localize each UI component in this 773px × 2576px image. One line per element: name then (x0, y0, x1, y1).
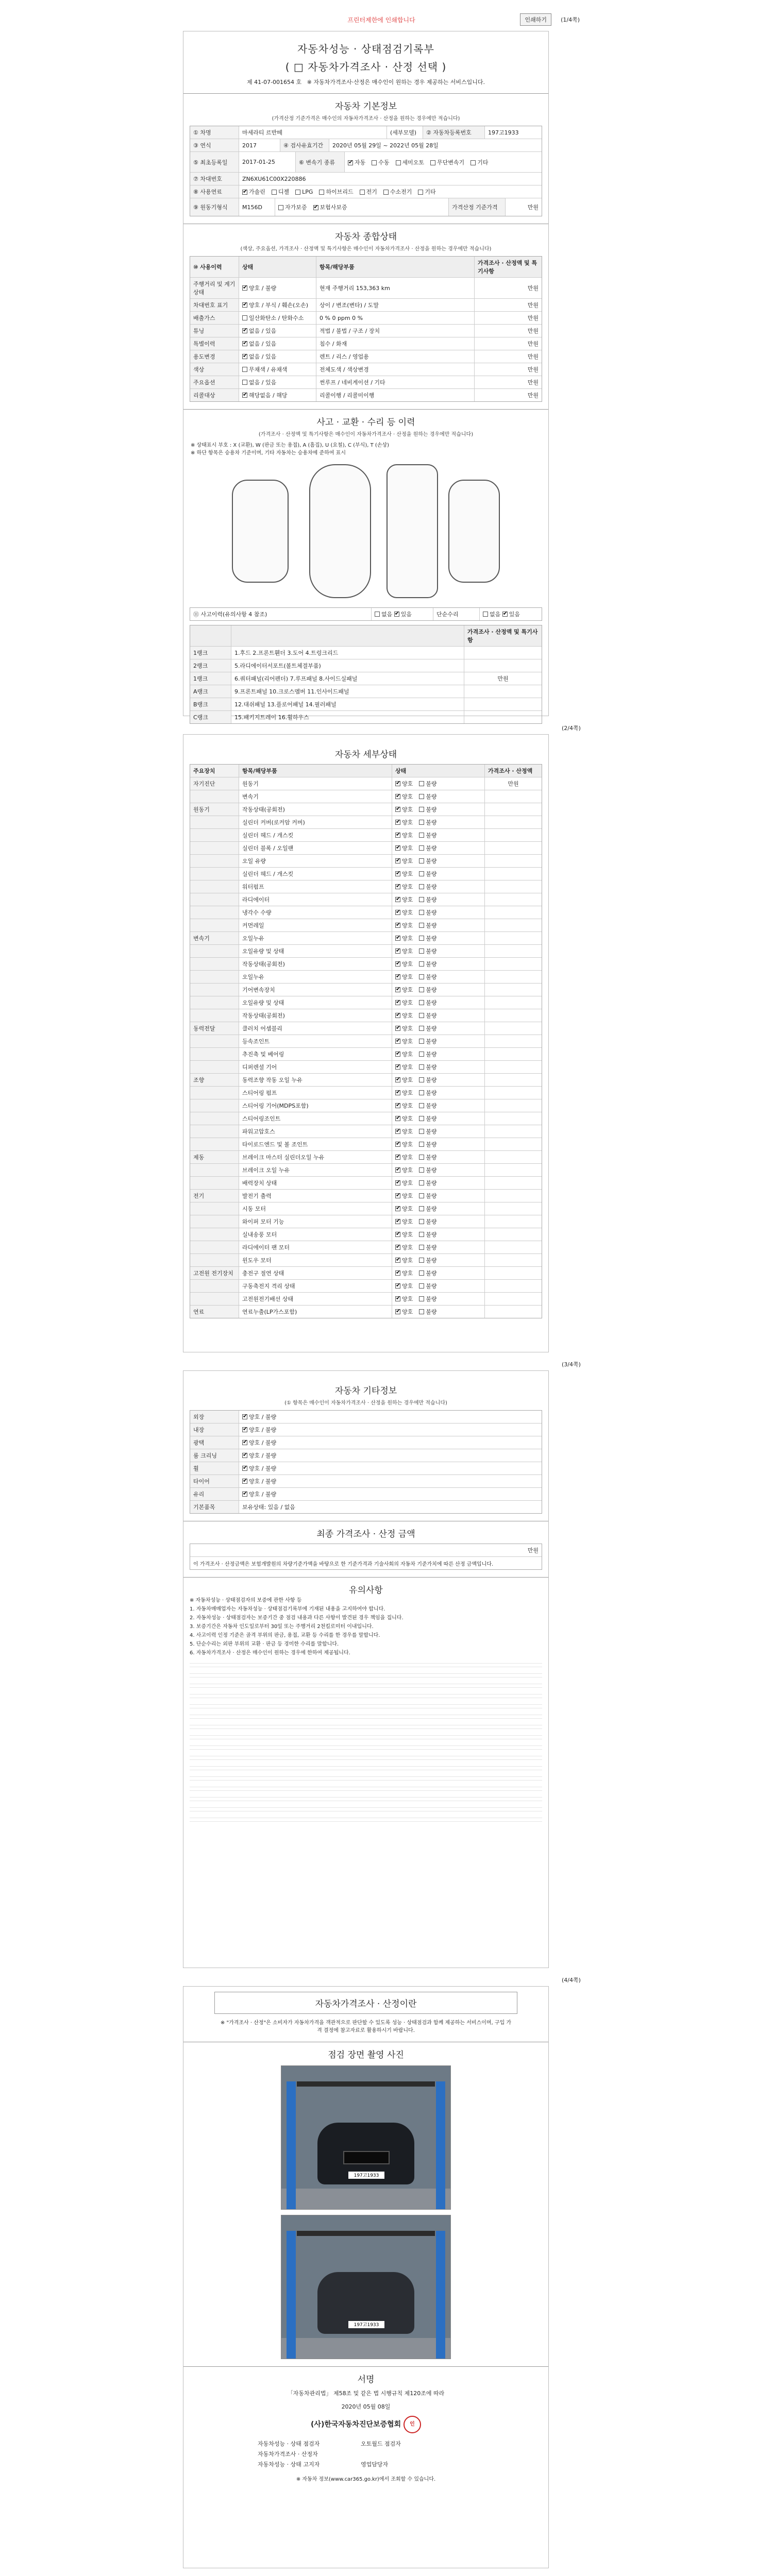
checkbox-icon (395, 1103, 400, 1108)
detail-item: 워터펌프 (239, 880, 392, 893)
car-side-right-icon (448, 480, 500, 583)
checkbox-icon (348, 160, 353, 165)
detail-row: 시동 모터 ✔ 양호 불량 (190, 1202, 542, 1215)
detail-item: 타이로드엔드 및 볼 조인트 (239, 1138, 392, 1150)
basic-info-title: 자동차 기본정보 (183, 93, 548, 112)
detail-group-label: 연료 (190, 1306, 239, 1318)
checkbox-icon (419, 1000, 424, 1005)
detail-row: 고전원전기배선 상태 ✔ 양호 불량 (190, 1293, 542, 1306)
detail-item: 스티어링 펌프 (239, 1087, 392, 1099)
final-price-title: 최종 가격조사 · 산정 금액 (183, 1521, 548, 1539)
detail-status-title: 자동차 세부상태 (334, 750, 397, 760)
checkbox-icon (419, 1026, 424, 1031)
checkbox-icon (395, 923, 400, 928)
page-4 (183, 1986, 549, 2568)
detail-row: 라디에이터 팬 모터 ✔ 양호 불량 (190, 1241, 542, 1254)
detail-row: 커먼레일 ✔ 양호 불량 (190, 919, 542, 932)
detail-row: 동력전달 클러치 어셈블리 ✔ 양호 불량 (190, 1022, 542, 1035)
sign-date: 2020년 05월 08일 (341, 2403, 391, 2410)
checkbox-icon (395, 1296, 400, 1301)
detail-item: 구동축전지 격리 상태 (239, 1280, 392, 1292)
detail-row: 등속조인트 ✔ 양호 불량 (190, 1035, 542, 1048)
stamp-icon: 인 (404, 2416, 421, 2433)
checkbox-icon (419, 1309, 424, 1314)
checkbox-icon (419, 910, 424, 915)
detail-row: 워터펌프 ✔ 양호 불량 (190, 880, 542, 893)
detail-item: 변속기 (239, 790, 392, 803)
detail-row: 라디에이터 ✔ 양호 불량 (190, 893, 542, 906)
checkbox-icon (419, 1039, 424, 1044)
checkbox-icon (395, 1090, 400, 1095)
detail-item: 실린더 헤드 / 개스킷 (239, 829, 392, 841)
checkbox-icon (242, 285, 247, 291)
checkbox-icon (395, 1026, 400, 1031)
detail-row: 작동상태(공회전) ✔ 양호 불량 (190, 958, 542, 971)
detail-item: 오일유량 및 상태 (239, 996, 392, 1009)
page-1 (183, 31, 549, 721)
detail-item: 실린더 블록 / 오일팬 (239, 842, 392, 854)
checkbox-icon (242, 190, 247, 195)
checkbox-icon (242, 393, 247, 398)
page-number: (1/4쪽) (561, 16, 580, 23)
checkbox-icon (419, 1193, 424, 1198)
checkbox-icon (395, 845, 400, 851)
detail-row: 실린더 블록 / 오일팬 ✔ 양호 불량 (190, 842, 542, 855)
final-price-unit: 만원 (527, 1547, 539, 1554)
service-title: 자동차가격조사 · 산정이란 (214, 1992, 517, 2014)
checkbox-icon (395, 858, 400, 863)
other-info-note: (① 항목은 매수인이 자동차가격조사 · 산정을 원하는 경우에만 적습니다) (284, 1400, 447, 1406)
footer-note: ※ 자동차 정보(www.car365.go.kr)에서 조회할 수 있습니다. (296, 2477, 436, 2482)
caution-text: ※ 자동차성능 · 상태점검자의 보증에 관한 사항 등 1. 자동차매매업자는 자동차성능 · 상태점검기록부에 기재된 내용을 고지하여야 합니다. 2. 자동차성능 · 상태점검자는 보증기간 중 점검 내용과 다른 사항이 발견된 경우 책임을 집니다. 3. 보증기간은 자동차 인도일로부터 30일 또는 주행거리 2천킬로미터 이내입니다. 4. 사고이력 인정 기준은 골격 부위의 판금, 용접, 교환 등 수리를 한 경우를 말합니다. 5. 단순수리는 외판 부위의 교환 · 판금 등 경미한 수리를 말합니다. 6. 자동차가격조사 · 산정은 매수인이 원하는 경우에 한하여 제공됩니다. (190, 1598, 404, 1656)
checkbox-icon (395, 1245, 400, 1250)
frame-table: 가격조사 · 산정액 및 특기사항 1랭크 1.후드 2.프론트휀더 3.도어 4.트렁크리드 2랭크 5.라디에이터서포트(볼트체결부품) 1랭크 6.쿼터패널(리어펜더) 7.루프패널 8.사이드실패널 만원 A랭크 9.프론트패널 10.크로스멤버 11.인사이드패널 B랭크 12.대쉬패널 13.플로어패널 14.필러패널 C랭크 15.패키지트레이 16.휠하우스 (190, 625, 542, 724)
checkbox-icon (396, 160, 401, 165)
detail-group-label: 자기진단 (190, 777, 239, 790)
detail-item: 스티어링 기어(MDPS포함) (239, 1099, 392, 1112)
engine-type: M156D (239, 198, 275, 216)
checkbox-icon (395, 1064, 400, 1070)
checkbox-icon (395, 884, 400, 889)
checkbox-icon (383, 190, 389, 195)
overall-status-table: ⑩ 사용이력 상태 항목/해당부품 가격조사 · 산정액 및 특기사항 주행거리 및 계기상태 ✔ 양호 / 불량 현재 주행거리 153,363 km 만원 차대번호 표기 ✔ 양호 / 부식 / 훼손(오손) 상이 / 변조(변타) / 도말 만원 배출가스 일산화탄소 / 탄화수소 0 % 0 ppm 0 % 만원 튜닝 ✔ 없음 / 있음 적법 / 불법 / 구조 / 장치 만원 특별이력 ✔ 없음 / 있음 침수 / 화재 만원 용도변경 ✔ 없음 / 있음 렌트 / 리스 / 영업용 만원 색상 무채색 / 유채색 전체도색 / 색상변경 만원 주요옵션 없음 / 있음 썬루프 / 네비게이션 / 기타 만원 리콜대상 ✔ 해당없음 / 해당 리콜이행 / 리콜미이행 만원 (190, 256, 542, 402)
report-subtitle: ( □ 자동차가격조사 · 산정 선택 ) (285, 61, 447, 73)
checkbox-icon (395, 807, 400, 812)
checkbox-icon (242, 1466, 247, 1471)
detail-item: 실내송풍 모터 (239, 1228, 392, 1241)
vin: ZN6XU61C00X220886 (242, 175, 306, 182)
detail-group-label: 동력전달 (190, 1022, 239, 1035)
detail-group-label: 고전원 전기장치 (190, 1267, 239, 1279)
detail-item: 동력조향 작동 오일 누유 (239, 1074, 392, 1086)
detail-row: 타이로드엔드 및 볼 조인트 ✔ 양호 불량 (190, 1138, 542, 1151)
car-top-icon (309, 464, 371, 598)
checkbox-icon (419, 1270, 424, 1276)
detail-row: 변속기 오일누유 ✔ 양호 불량 (190, 932, 542, 945)
detail-row: 실린더 헤드 / 개스킷 ✔ 양호 불량 (190, 868, 542, 880)
detail-row: 작동상태(공회전) ✔ 양호 불량 (190, 1009, 542, 1022)
checkbox-icon (242, 341, 247, 346)
checkbox-icon (419, 936, 424, 941)
detail-item: 작동상태(공회전) (239, 1009, 392, 1022)
checkbox-icon (242, 315, 247, 320)
checkbox-icon (502, 612, 508, 617)
checkbox-icon (242, 1440, 247, 1445)
reg-number: 197고1933 (488, 129, 519, 136)
detail-row: 오일유량 및 상태 ✔ 양호 불량 (190, 945, 542, 958)
checkbox-icon (313, 205, 318, 210)
detail-row: 스티어링 기어(MDPS포함) ✔ 양호 불량 (190, 1099, 542, 1112)
plate-rear: 197고1933 (348, 2321, 384, 2328)
detail-row: 원동기 작동상태(공회전) ✔ 양호 불량 (190, 803, 542, 816)
accident-history-note: (가격조사 · 산정액 및 특기사항은 매수인이 자동차가격조사 · 산정을 원하는 경우에만 적습니다) (258, 432, 474, 437)
checkbox-icon (419, 807, 424, 812)
detail-row: 실내송풍 모터 ✔ 양호 불량 (190, 1228, 542, 1241)
checkbox-icon (242, 367, 247, 372)
notice-text: ※ 자동차가격조사·산정은 매수인이 원하는 경우 제공하는 서비스입니다. (307, 79, 485, 86)
checkbox-icon (419, 884, 424, 889)
detail-item: 고전원전기배선 상태 (239, 1293, 392, 1305)
checkbox-icon (395, 1232, 400, 1237)
checkbox-icon (395, 1129, 400, 1134)
warranty-options: 자가보증 ✔ 보험사보증 (275, 198, 449, 216)
detail-item: 기어변속장치 (239, 984, 392, 996)
sign-title: 서명 (183, 2366, 548, 2385)
detail-item: 파워고압호스 (239, 1125, 392, 1138)
checkbox-icon (395, 1155, 400, 1160)
checkbox-icon (419, 1077, 424, 1082)
detail-group-label: 조향 (190, 1074, 239, 1086)
checkbox-icon (242, 1479, 247, 1484)
overall-status-title: 자동차 종합상태 (183, 224, 548, 242)
checkbox-icon (395, 948, 400, 954)
detail-item: 실린더 헤드 / 개스킷 (239, 868, 392, 880)
other-info-title: 자동차 기타정보 (334, 1386, 397, 1396)
checkbox-icon (419, 858, 424, 863)
service-text: ※ "가격조사 · 산정"은 소비자가 자동차가격을 객관적으로 판단할 수 있도록 성능 · 상태점검과 함께 제공하는 서비스이며, 구입 가격 결정에 참고자료로 활용하시기 바랍니다. (220, 2020, 512, 2033)
detail-row: 오일 유량 ✔ 양호 불량 (190, 855, 542, 868)
checkbox-icon (395, 871, 400, 876)
detail-item: 냉각수 수량 (239, 906, 392, 919)
page-2 (183, 734, 549, 1352)
page-3-number: (3/4쪽) (562, 1361, 581, 1368)
car-side-left-icon (232, 480, 289, 583)
detail-group-label: 원동기 (190, 803, 239, 816)
detail-item: 라디에이터 팬 모터 (239, 1241, 392, 1253)
detail-row: 배력장치 상태 ✔ 양호 불량 (190, 1177, 542, 1190)
checkbox-icon (360, 190, 365, 195)
detail-row: 스티어링조인트 ✔ 양호 불량 (190, 1112, 542, 1125)
checkbox-icon (394, 612, 399, 617)
checkbox-icon (395, 1180, 400, 1185)
detail-item: 오일누유 (239, 971, 392, 983)
checkbox-icon (395, 974, 400, 979)
checkbox-icon (419, 781, 424, 786)
detail-row: 와이퍼 모터 기능 ✔ 양호 불량 (190, 1215, 542, 1228)
checkbox-icon (242, 1453, 247, 1458)
checkbox-icon (419, 987, 424, 992)
signer-list: 자동차성능 · 상태 점검자 오토월드 점검자 자동차가격조사 · 산정자 자동차성능 · 상태 고지자 영업담당자 (258, 2441, 401, 2468)
checkbox-icon (395, 1000, 400, 1005)
detail-row: 디퍼렌셜 기어 ✔ 양호 불량 (190, 1061, 542, 1074)
checkbox-icon (242, 302, 247, 308)
detail-row: 변속기 ✔ 양호 불량 (190, 790, 542, 803)
checkbox-icon (395, 833, 400, 838)
checkbox-icon (395, 1052, 400, 1057)
promo-text: 프린터제한에 인쇄합니다 (347, 16, 415, 24)
checkbox-icon (372, 160, 377, 165)
checkbox-icon (395, 897, 400, 902)
checkbox-icon (419, 1103, 424, 1108)
checkbox-icon (419, 1180, 424, 1185)
checkbox-icon (395, 1077, 400, 1082)
detail-item: 작동상태(공회전) (239, 958, 392, 970)
page-2-number: (2/4쪽) (562, 725, 581, 732)
detail-item: 윈도우 모터 (239, 1254, 392, 1266)
checkbox-icon (278, 205, 283, 210)
checkbox-icon (242, 380, 247, 385)
accident-legend: ※ 상태표시 부호 : X (교환), W (판금 또는 용접), A (흠집), U (요철), C (부식), T (손상) ※ 하단 항목은 승용차 기준이며, 기타 자동차는 승용차에 준하여 표시 (191, 443, 390, 456)
checkbox-icon (419, 1090, 424, 1095)
detail-item: 커먼레일 (239, 919, 392, 931)
checkbox-icon (242, 354, 247, 359)
detail-status-table: 주요장치 항목/해당부품 상태 가격조사 · 산정액 자기진단 원동기 ✔ 양호 불량 만원 변속기 ✔ 양호 불량 원동기 작동상태(공회전) ✔ 양호 불량 실린더 커버(로커암 커버) ✔ 양호 불량 실린더 헤드 / 개스킷 ✔ 양호 불량 실린더 블록 / 오일팬 ✔ 양호 불량 오일 유량 ✔ 양호 불량 실린더 헤드 / 개스킷 ✔ 양호 불량 워터펌프 ✔ 양호 불량 라디에이터 ✔ 양호 불량 냉각수 수량 ✔ 양호 불량 커먼레일 ✔ 양호 불량 변속기 오일누유 ✔ 양호 불량 오일유량 및 상태 ✔ 양호 불량 작동상태(공회전) ✔ 양호 불량 오일누유 ✔ 양호 불량 기어변속장치 ✔ 양호 불량 오일유량 및 상태 ✔ 양호 불량 작동상태(공회전) ✔ 양호 불량 동력전달 클러치 어셈블리 ✔ 양호 불량 등속조인트 ✔ 양호 불량 추진축 및 베어링 ✔ 양호 불량 디퍼렌셜 기어 ✔ 양호 불량 조향 동력조향 작동 오일 누유 ✔ 양호 불량 스티어링 펌프 ✔ 양호 불량 스티어링 기어(MDPS포함) ✔ 양호 불량 스티어링조인트 ✔ 양호 불량 파워고압호스 ✔ 양호 불량 타이로드엔드 및 볼 조인트 ✔ 양호 불량 제동 브레이크 마스터 실린더오일 누유 ✔ 양호 불량 브레이크 오일 누유 ✔ 양호 불량 배력장치 상태 ✔ 양호 불량 전기 발전기 출력 ✔ 양호 불량 시동 모터 ✔ 양호 불량 와이퍼 모터 기능 ✔ 양호 불량 실내송풍 모터 ✔ 양호 불량 라디에이터 팬 모터 ✔ 양호 불량 윈도우 모터 ✔ 양호 불량 고전원 전기장치 충전구 절연 상태 ✔ 양호 불량 구동축전지 격리 상태 ✔ 양호 불량 고전원전기배선 상태 ✔ 양호 불량 연료 연료누출(LP가스포함) ✔ 양호 불량 (190, 764, 542, 1318)
checkbox-icon (395, 794, 400, 799)
checkbox-icon (419, 923, 424, 928)
plate-front: 197고1933 (348, 2172, 384, 2179)
print-button[interactable]: 인쇄하기 (520, 13, 551, 26)
detail-item: 라디에이터 (239, 893, 392, 906)
checkbox-icon (395, 820, 400, 825)
checkbox-icon (419, 1167, 424, 1173)
detail-row: 냉각수 수량 ✔ 양호 불량 (190, 906, 542, 919)
checkbox-icon (419, 1142, 424, 1147)
detail-item: 오일 유량 (239, 855, 392, 867)
detail-row: 전기 발전기 출력 ✔ 양호 불량 (190, 1190, 542, 1202)
checkbox-icon (395, 1142, 400, 1147)
detail-item: 클러치 어셈블리 (239, 1022, 392, 1035)
report-title: 자동차성능 · 상태점검기록부 (297, 43, 434, 55)
fuel-options: ✔ 가솔린 디젤 LPG 하이브리드 전기 수소전기 기타 (239, 185, 542, 198)
checkbox-icon (395, 1283, 400, 1289)
checkbox-icon (419, 974, 424, 979)
checkbox-icon (419, 1013, 424, 1018)
checkbox-icon (418, 190, 423, 195)
page-3 (183, 1370, 549, 1968)
transmission-options: ✔ 자동 수동 세미오토 무단변속기 기타 (345, 152, 542, 172)
detail-group-label: 전기 (190, 1190, 239, 1202)
checkbox-icon (483, 612, 488, 617)
checkbox-icon (470, 160, 476, 165)
detail-item: 등속조인트 (239, 1035, 392, 1047)
checkbox-icon (395, 1206, 400, 1211)
detail-item: 실린더 커버(로커암 커버) (239, 816, 392, 828)
checkbox-icon (395, 987, 400, 992)
checkbox-icon (395, 1116, 400, 1121)
checkbox-icon (419, 1283, 424, 1289)
checkbox-icon (419, 833, 424, 838)
checkbox-icon (419, 1206, 424, 1211)
doc-number-line: 제 41-07-001654 호 ※ 자동차가격조사·산정은 매수인이 원하는 경우 제공하는 서비스입니다. (246, 79, 485, 86)
detail-item: 디퍼렌셜 기어 (239, 1061, 392, 1073)
checkbox-icon (419, 1245, 424, 1250)
doc-number: 41-07-001654 (254, 79, 295, 86)
checkbox-icon (395, 1167, 400, 1173)
car-name: 마세라티 르반떼 (239, 126, 387, 139)
detail-row: 조향 동력조향 작동 오일 누유 ✔ 양호 불량 (190, 1074, 542, 1087)
checkbox-icon (395, 1219, 400, 1224)
checkbox-icon (419, 1296, 424, 1301)
detail-item: 추진축 및 베어링 (239, 1048, 392, 1060)
front-photo (281, 2065, 451, 2210)
checkbox-icon (419, 1129, 424, 1134)
detail-item: 스티어링조인트 (239, 1112, 392, 1125)
checkbox-icon (419, 820, 424, 825)
checkbox-icon (419, 794, 424, 799)
model-year: 2017 (239, 139, 280, 151)
checkbox-icon (395, 1309, 400, 1314)
detail-rows (190, 777, 542, 1318)
detail-item: 연료누출(LP가스포함) (239, 1306, 392, 1318)
checkbox-icon (419, 961, 424, 967)
top-bar (183, 10, 580, 31)
detail-item: 충전구 절연 상태 (239, 1267, 392, 1279)
photo-title: 점검 장면 촬영 사진 (183, 2042, 548, 2060)
checkbox-icon (419, 871, 424, 876)
detail-row: 브레이크 오일 누유 ✔ 양호 불량 (190, 1164, 542, 1177)
checkbox-icon (419, 1155, 424, 1160)
detail-row: 고전원 전기장치 충전구 절연 상태 ✔ 양호 불량 (190, 1267, 542, 1280)
checkbox-icon (419, 1064, 424, 1070)
detail-group-label: 변속기 (190, 932, 239, 944)
detail-row: 제동 브레이크 마스터 실린더오일 누유 ✔ 양호 불량 (190, 1151, 542, 1164)
vehicle-diagram (183, 459, 548, 603)
detail-item: 시동 모터 (239, 1202, 392, 1215)
detail-row: 추진축 및 베어링 ✔ 양호 불량 (190, 1048, 542, 1061)
signature-block: 「자동차관리법」 제58조 및 같은 법 시행규칙 제120조에 따라 2020년 05월 08일 (사)한국자동차진단보증협회 인 자동차성능 · 상태 점검자 오토월드 점검자 자동차가격조사 · 산정자 자동차성능 · 상태 고지자 영업담당자 ※ 자동차 정보(www.car365.go.kr)에서 조회할 수 있습니다. (183, 2389, 548, 2482)
detail-row: 실린더 헤드 / 개스킷 ✔ 양호 불량 (190, 829, 542, 842)
checkbox-icon (419, 1219, 424, 1224)
detail-item: 브레이크 오일 누유 (239, 1164, 392, 1176)
detail-item: 오일누유 (239, 932, 392, 944)
detail-row: 윈도우 모터 ✔ 양호 불량 (190, 1254, 542, 1267)
checkbox-icon (395, 781, 400, 786)
detail-row: 실린더 커버(로커암 커버) ✔ 양호 불량 (190, 816, 542, 829)
overall-status-note: (색상, 주요옵션, 가격조사 · 산정액 및 특기사항은 매수인이 자동차가격조사 · 산정을 원하는 경우에만 적습니다) (240, 246, 492, 252)
accident-summary: ⑪ 사고이력(유의사항 4 참조) 없음 ✔ 있음 단순수리 없음 ✔ 있음 (190, 607, 542, 621)
checkbox-icon (242, 328, 247, 333)
checkbox-icon (295, 190, 300, 195)
inspection-period: 2020년 05월 29일 ~ 2022년 05월 28일 (332, 142, 439, 149)
checkbox-icon (395, 936, 400, 941)
detail-row: 오일누유 ✔ 양호 불량 (190, 971, 542, 984)
detail-row: 연료 연료누출(LP가스포함) ✔ 양호 불량 (190, 1306, 542, 1318)
basic-info-note: (가격산정 기준가격은 매수인의 자동차가격조사 · 산정을 원하는 경우에만 적습니다) (272, 116, 460, 122)
detail-item: 브레이크 마스터 실린더오일 누유 (239, 1151, 392, 1163)
checkbox-icon (272, 190, 277, 195)
checkbox-icon (419, 948, 424, 954)
checkbox-icon (419, 1258, 424, 1263)
checkbox-icon (419, 1116, 424, 1121)
detail-row: 구동축전지 격리 상태 ✔ 양호 불량 (190, 1280, 542, 1293)
detail-row: 자기진단 원동기 ✔ 양호 불량 만원 (190, 777, 542, 790)
checkbox-icon (395, 1270, 400, 1276)
final-price-box: 만원 이 가격조사 · 산정금액은 보험개발원의 차량기준가액을 바탕으로 한 기준가격과 기술사회의 자동차 기준가치에 따른 산정 금액입니다. (190, 1544, 542, 1570)
first-reg-date: 2017-01-25 (239, 152, 296, 172)
accident-history-title: 사고 · 교환 · 수리 등 이력 (183, 409, 548, 428)
checkbox-icon (242, 1492, 247, 1497)
checkbox-icon (375, 612, 380, 617)
page-4-number: (4/4쪽) (562, 1977, 581, 1984)
detail-item: 원동기 (239, 777, 392, 790)
caution-title: 유의사항 (183, 1577, 548, 1596)
checkbox-icon (395, 1193, 400, 1198)
company-name: (사)한국자동차진단보증협회 (311, 2420, 401, 2429)
detail-row: 기어변속장치 ✔ 양호 불량 (190, 984, 542, 996)
checkbox-icon (419, 897, 424, 902)
detail-item: 배력장치 상태 (239, 1177, 392, 1189)
checkbox-icon (419, 1052, 424, 1057)
basic-info-table: ① 차명 마세라티 르반떼 (세부모델) ② 자동차등록번호 197고1933 ③ 연식 2017 ④ 검사유효기간 2020년 05월 29일 ~ 2022년 05월 28일 ⑤ 최초등록일 2017-01-25 ⑥ 변속기 종류 ✔ 자동 수동 세미오토 무단변속기 기타 ⑦ 차대번호 ZN6XU61C00X220886 ⑧ 사용연료 ✔ 가솔린 디젤 LPG 하이브리드 전기 수소전기 기타 ⑨ 원동기형식 M156D 자가보증 ✔ 보험사보증 가격산정 기준가격 만원 (190, 126, 542, 216)
other-info-table: 외장 ✔ 양호 / 불량 내장 ✔ 양호 / 불량 광택 ✔ 양호 / 불량 룸 크리닝 ✔ 양호 / 불량 휠 ✔ 양호 / 불량 타이어 ✔ 양호 / 불량 유리 ✔ 양호 / 불량 기본품목 보유상태: 있음 / 없음 (190, 1410, 542, 1514)
detail-item: 오일유량 및 상태 (239, 945, 392, 957)
checkbox-icon (395, 910, 400, 915)
mileage: 현재 주행거리 153,363 km (316, 278, 475, 298)
detail-item: 작동상태(공회전) (239, 803, 392, 816)
detail-item: 와이퍼 모터 기능 (239, 1215, 392, 1228)
checkbox-icon (242, 1427, 247, 1432)
detail-row: 스티어링 펌프 ✔ 양호 불량 (190, 1087, 542, 1099)
detail-row: 오일유량 및 상태 ✔ 양호 불량 (190, 996, 542, 1009)
checkbox-icon (395, 1013, 400, 1018)
report-header (183, 41, 548, 86)
detail-row: 파워고압호스 ✔ 양호 불량 (190, 1125, 542, 1138)
checkbox-icon (419, 1232, 424, 1237)
checkbox-icon (242, 1414, 247, 1419)
checkbox-icon (430, 160, 435, 165)
rear-photo (281, 2215, 451, 2359)
checkbox-icon (395, 1039, 400, 1044)
car-frame-icon (386, 464, 438, 598)
checkbox-icon (395, 1258, 400, 1263)
detail-item: 발전기 출력 (239, 1190, 392, 1202)
checkbox-icon (419, 845, 424, 851)
checkbox-icon (395, 961, 400, 967)
detail-group-label: 제동 (190, 1151, 239, 1163)
checkbox-icon (319, 190, 324, 195)
